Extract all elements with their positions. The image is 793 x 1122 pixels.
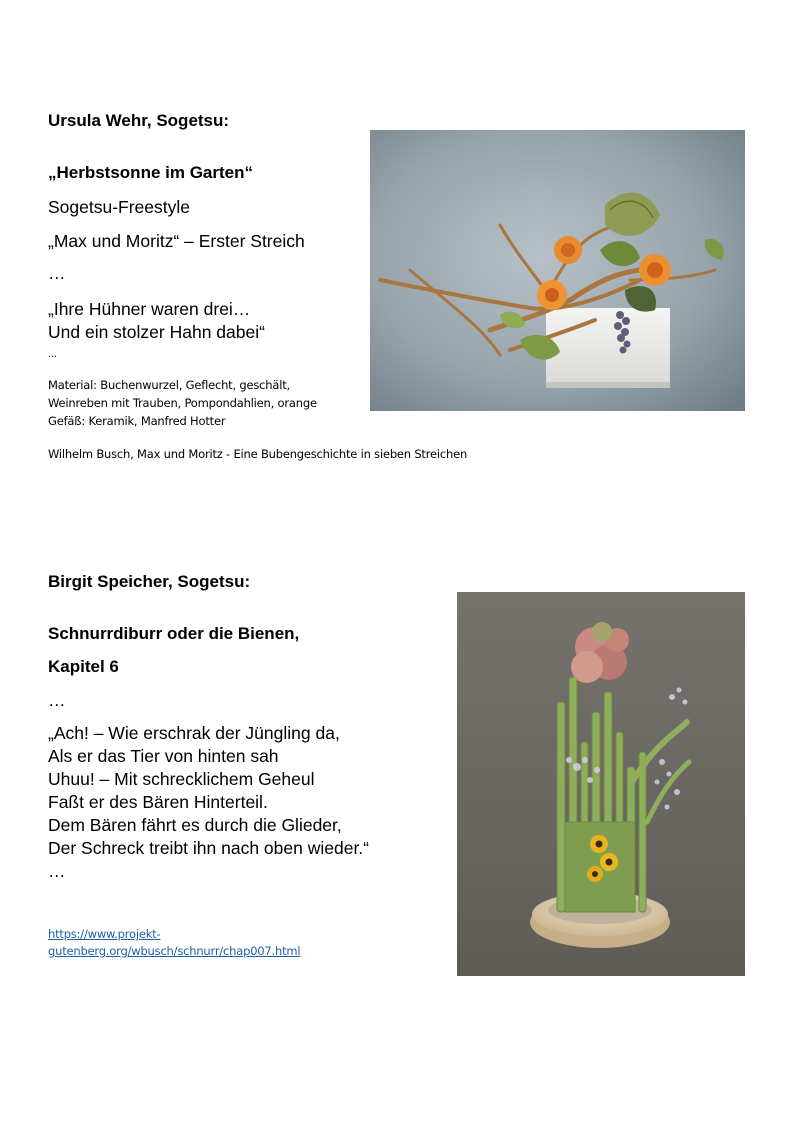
quote-line: Und ein stolzer Hahn dabei“ — [48, 322, 265, 342]
ellipsis: … — [48, 690, 66, 710]
source-link-line-1[interactable]: https://www.projekt- — [48, 927, 161, 941]
arrangement-title: „Herbstsonne im Garten“ — [48, 163, 253, 182]
source-link[interactable] — [48, 927, 300, 962]
ikebana-image-2 — [457, 592, 745, 976]
poem-line: Faßt er des Bären Hinterteil. — [48, 792, 268, 812]
ikebana-image-1 — [370, 130, 745, 411]
poem-line: „Ach! – Wie erschrak der Jüngling da, — [48, 723, 340, 743]
arrangement-title: Schnurrdiburr oder die Bienen, — [48, 624, 300, 643]
poem-line: Dem Bären fährt es durch die Glieder, — [48, 815, 342, 835]
arrangement-photo-1 — [370, 130, 745, 411]
poem-line: Als er das Tier von hinten sah — [48, 746, 279, 766]
style-label: Sogetsu-Freestyle — [48, 197, 191, 217]
material-line: Weinreben mit Trauben, Pompondahlien, orange — [48, 396, 317, 410]
poem-line: Der Schreck treibt ihn nach oben wieder.“ — [48, 838, 369, 858]
arrangement-photo-2 — [457, 592, 745, 976]
material-line: Material: Buchenwurzel, Geflecht, geschält, — [48, 378, 290, 392]
ellipsis-small: … — [48, 350, 57, 360]
poem-line: Uhuu! – Mit schrecklichem Geheul — [48, 769, 315, 789]
source-citation: Wilhelm Busch, Max und Moritz - Eine Bubengeschichte in sieben Streichen — [48, 447, 468, 461]
quote-line: „Ihre Hühner waren drei… — [48, 299, 251, 319]
author-heading: Birgit Speicher, Sogetsu: — [48, 572, 251, 591]
ellipsis: … — [48, 263, 66, 283]
arrangement-title-line-2: Kapitel 6 — [48, 657, 119, 676]
source-link-line-2[interactable]: gutenberg.org/wbusch/schnurr/chap007.html — [48, 944, 301, 958]
ellipsis: … — [48, 861, 66, 881]
story-reference: „Max und Moritz“ – Erster Streich — [48, 231, 305, 251]
author-heading: Ursula Wehr, Sogetsu: — [48, 111, 230, 130]
vessel-line: Gefäß: Keramik, Manfred Hotter — [48, 414, 226, 428]
poem-block — [48, 722, 369, 883]
